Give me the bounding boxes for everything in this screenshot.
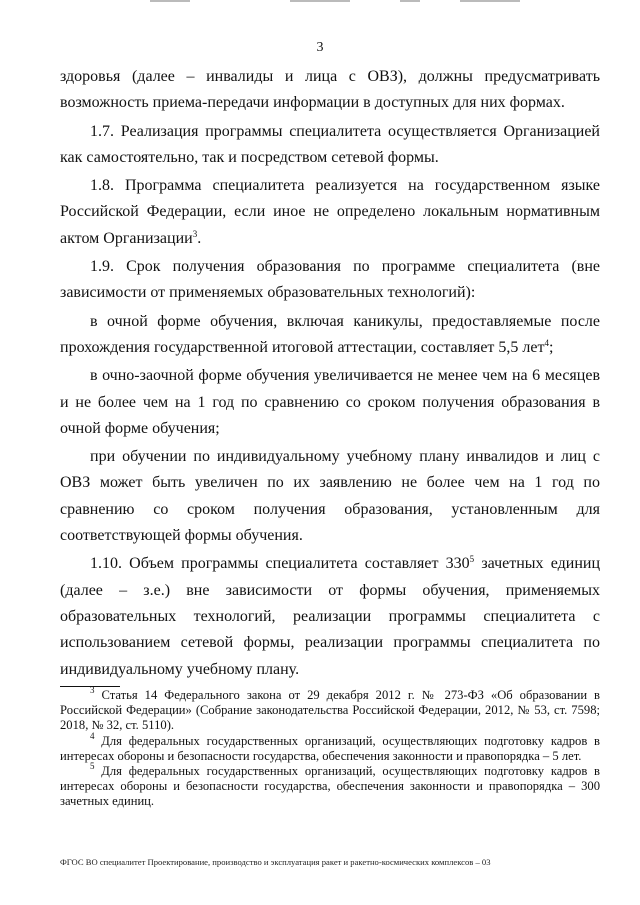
paragraph-1-8: 1.8. Программа специалитета реализуется на государственном языке Российской Федерации, если иное не определено локальным нормативным актом Организации$^3$.	[60, 177, 600, 247]
footnote-4: $^4$ Для федеральных государственных организаций, осуществляющих подготовку кадров в интересах обороны и безопасности государства, обеспечения законности и правопорядка – 5 лет.	[60, 730, 600, 763]
paragraph-individual-plan: при обучении по индивидуальному учебному плану инвалидов и лиц с ОВЗ может быть увеличен по их заявлению не более чем на 1 год по сравнению со сроком получения образования, установленным для соответствующей формы обучения.	[60, 448, 600, 545]
footnote-ref-3: 3	[192, 228, 198, 239]
footnotes	[60, 685, 600, 810]
footnote-5: $^5$ Для федеральных государственных организаций, осуществляющих подготовку кадров в интересах обороны и безопасности государства, обеспечения законности и правопорядка – 300 зачетных единиц.	[60, 761, 600, 809]
paragraph-1-7: 1.7. Реализация программы специалитета осуществляется Организацией как самостоятельно, так и посредством сетевой формы.	[60, 122, 600, 166]
body-text	[60, 64, 600, 683]
page-number: 3	[316, 40, 324, 55]
footnote-3: $^3$ Статья 14 Федерального закона от 29 декабря 2012 г. № 273-ФЗ «Об образовании в Российской Федерации» (Собрание законодательства Российской Федерации, 2012, № 53, ст. 7598; 2018, № 32, ст. 5110).	[60, 685, 600, 733]
footnote-ref-5: 5	[469, 554, 475, 565]
paragraph-1-9: 1.9. Срок получения образования по программе специалитета (вне зависимости от применяемых образовательных технологий):	[60, 258, 600, 302]
scan-edge-marks	[0, 0, 640, 4]
paragraph-1-10: 1.10. Объем программы специалитета составляет $330^5$ зачетных единиц (далее – з.е.) вне зависимости от формы обучения, применяемых образовательных технологий, реализации программы специалитета с использованием сетевой формы, реализации программы специалитета по индивидуальному учебному плану.	[60, 554, 601, 678]
page-footer: ФГОС ВО специалитет Проектирование, производство и эксплуатация ракет и ракетно-космических комплексов – 03	[60, 857, 491, 867]
paragraph-part-time: в очно-заочной форме обучения увеличивается не менее чем на 6 месяцев и не более чем на 1 год по сравнению со сроком получения образования в очной форме обучения;	[60, 367, 600, 437]
paragraph-full-time: в очной форме обучения, включая каникулы, предоставляемые после прохождения государственной итоговой аттестации, составляет 5,5 лет$^4$;	[60, 312, 600, 356]
footnote-ref-4: 4	[544, 337, 549, 348]
paragraph-continuation: здоровья (далее – инвалиды и лица с ОВЗ), должны предусматривать возможность приема-передачи информации в доступных для них формах.	[60, 68, 600, 112]
